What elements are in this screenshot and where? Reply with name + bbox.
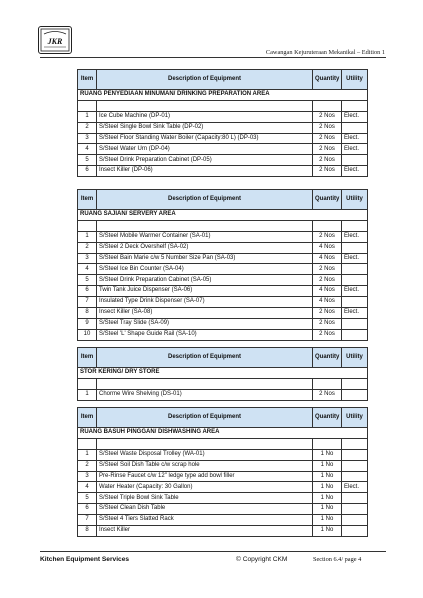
- col-utility-header: Utility: [342, 348, 368, 368]
- equipment-description: S/Steel Triple Bowl Sink Table: [97, 493, 313, 504]
- section-title-row: [78, 368, 368, 379]
- equipment-utility: [342, 297, 368, 308]
- section-title-row: [78, 428, 368, 439]
- equipment-utility: [342, 471, 368, 482]
- equipment-utility: [342, 493, 368, 504]
- item-number: 2: [78, 122, 97, 133]
- equipment-description: S/Steel Floor Standing Water Boiler (Capacity:80 L) (DP-03): [97, 133, 313, 144]
- equipment-description: S/Steel Water Urn (DP-04): [97, 144, 313, 155]
- equipment-quantity: 4 Nos: [313, 253, 342, 264]
- item-number: 1: [78, 111, 97, 122]
- item-number: 1: [78, 231, 97, 242]
- equipment-utility: Elect.: [342, 166, 368, 177]
- equipment-quantity: 2 Nos: [313, 389, 342, 400]
- table-row: [78, 286, 368, 297]
- equipment-utility: Elect.: [342, 482, 368, 493]
- section-title: RUANG SAJIAN/ SERVERY AREA: [78, 210, 368, 221]
- equipment-utility: [342, 318, 368, 329]
- table-row: [78, 318, 368, 329]
- table-row: [78, 389, 368, 400]
- col-quantity-header: Quantity: [313, 70, 342, 90]
- spacer-row: [78, 378, 368, 389]
- logo-lettering: JKR: [47, 37, 63, 46]
- equipment-quantity: 2 Nos: [313, 264, 342, 275]
- equipment-quantity: 2 Nos: [313, 144, 342, 155]
- table-row: [78, 449, 368, 460]
- header-divider: [40, 57, 386, 58]
- item-number: 5: [78, 155, 97, 166]
- item-number: 8: [78, 526, 97, 537]
- item-number: 5: [78, 275, 97, 286]
- table-row: [78, 231, 368, 242]
- item-number: 2: [78, 242, 97, 253]
- equipment-description: S/Steel Ice Bin Counter (SA-04): [97, 264, 313, 275]
- equipment-quantity: 4 Nos: [313, 242, 342, 253]
- col-utility-header: Utility: [342, 408, 368, 428]
- item-number: 3: [78, 133, 97, 144]
- table-header-row: [78, 190, 368, 210]
- table-row: [78, 253, 368, 264]
- equipment-description: S/Steel Soil Dish Table c/w scrap hole: [97, 460, 313, 471]
- equipment-quantity: 2 Nos: [313, 155, 342, 166]
- equipment-quantity: 2 Nos: [313, 122, 342, 133]
- section-title-row: [78, 210, 368, 221]
- table-row: [78, 504, 368, 515]
- table-header-row: [78, 348, 368, 368]
- table-row: [78, 275, 368, 286]
- equipment-table: [77, 407, 368, 537]
- equipment-utility: [342, 329, 368, 340]
- equipment-utility: [342, 389, 368, 400]
- equipment-utility: [342, 515, 368, 526]
- equipment-utility: [342, 460, 368, 471]
- item-number: 8: [78, 308, 97, 319]
- table-header-row: [78, 408, 368, 428]
- jkr-emblem-icon: [40, 28, 70, 52]
- item-number: 6: [78, 166, 97, 177]
- equipment-description: S/Steel Clean Dish Table: [97, 504, 313, 515]
- equipment-description: S/Steel 'L' Shape Guide Rail (SA-10): [97, 329, 313, 340]
- table-row: [78, 515, 368, 526]
- equipment-quantity: 2 Nos: [313, 133, 342, 144]
- equipment-utility: [342, 155, 368, 166]
- equipment-quantity: 1 No: [313, 471, 342, 482]
- equipment-quantity: 2 Nos: [313, 231, 342, 242]
- equipment-utility: Elect.: [342, 308, 368, 319]
- table-row: [78, 526, 368, 537]
- item-number: 5: [78, 493, 97, 504]
- equipment-description: S/Steel 2 Deck Overshelf (SA-02): [97, 242, 313, 253]
- table-row: [78, 264, 368, 275]
- table-row: [78, 122, 368, 133]
- jkr-logo: [38, 26, 72, 54]
- section-title: RUANG PENYEDIAAN MINUMAN/ DRINKING PREPARATION AREA: [78, 90, 368, 101]
- table-header-row: [78, 70, 368, 90]
- equipment-utility: Elect.: [342, 231, 368, 242]
- col-item-header: Item: [78, 408, 97, 428]
- equipment-quantity: 2 Nos: [313, 329, 342, 340]
- equipment-utility: [342, 504, 368, 515]
- equipment-description: Insect Killer (SA-08): [97, 308, 313, 319]
- item-number: 10: [78, 329, 97, 340]
- equipment-quantity: 1 No: [313, 482, 342, 493]
- equipment-description: S/Steel Tray Slide (SA-09): [97, 318, 313, 329]
- equipment-description: S/Steel Drink Preparation Cabinet (SA-05): [97, 275, 313, 286]
- equipment-description: Insect Killer: [97, 526, 313, 537]
- table-row: [78, 242, 368, 253]
- section-title: RUANG BASUH PINGGAN/ DISHWASHING AREA: [78, 428, 368, 439]
- footer-title: Kitchen Equipment Services: [40, 556, 130, 563]
- equipment-description: Insulated Type Drink Dispenser (SA-07): [97, 297, 313, 308]
- equipment-description: Insect Killer (DP-06): [97, 166, 313, 177]
- spacer-row: [78, 220, 368, 231]
- equipment-utility: [342, 275, 368, 286]
- table-row: [78, 133, 368, 144]
- item-number: 3: [78, 253, 97, 264]
- equipment-quantity: 2 Nos: [313, 166, 342, 177]
- equipment-utility: Elect.: [342, 133, 368, 144]
- section-title-row: [78, 90, 368, 101]
- edition-label: Cawangan Kejuruteraan Mekanikal – Edition 1: [265, 49, 385, 56]
- item-number: 4: [78, 264, 97, 275]
- col-item-header: Item: [78, 70, 97, 90]
- equipment-quantity: 2 Nos: [313, 318, 342, 329]
- equipment-description: Twin Tank Juice Dispenser (SA-06): [97, 286, 313, 297]
- item-number: 6: [78, 504, 97, 515]
- col-description-header: Description of Equipment: [97, 70, 313, 90]
- item-number: 9: [78, 318, 97, 329]
- equipment-utility: Elect.: [342, 253, 368, 264]
- table-row: [78, 482, 368, 493]
- table-row: [78, 329, 368, 340]
- equipment-table: [77, 69, 368, 177]
- footer-divider: [40, 551, 386, 552]
- table-row: [78, 166, 368, 177]
- equipment-table: [77, 347, 368, 401]
- table-row: [78, 144, 368, 155]
- equipment-description: S/Steel Single Bowl Sink Table (DP-02): [97, 122, 313, 133]
- table-row: [78, 155, 368, 166]
- col-utility-header: Utility: [342, 70, 368, 90]
- item-number: 3: [78, 471, 97, 482]
- equipment-description: S/Steel Bain Marie c/w 5 Number Size Pan (SA-03): [97, 253, 313, 264]
- section-title: STOR KERING/ DRY STORE: [78, 368, 368, 379]
- item-number: 1: [78, 389, 97, 400]
- equipment-description: Pre-Rinse Faucet c/w 12" ledge type add bowl filler: [97, 471, 313, 482]
- item-number: 2: [78, 460, 97, 471]
- equipment-description: Ice Cube Machine (DP-01): [97, 111, 313, 122]
- footer-page: Section 6.4/ page 4: [313, 556, 362, 563]
- item-number: 4: [78, 144, 97, 155]
- equipment-quantity: 1 No: [313, 504, 342, 515]
- col-description-header: Description of Equipment: [97, 408, 313, 428]
- table-row: [78, 493, 368, 504]
- equipment-description: Water Heater (Capacity: 30 Gallon): [97, 482, 313, 493]
- equipment-utility: [342, 449, 368, 460]
- equipment-description: S/Steel 4 Tiers Slatted Rack: [97, 515, 313, 526]
- equipment-description: S/Steel Waste Disposal Trolley (WA-01): [97, 449, 313, 460]
- equipment-utility: [342, 264, 368, 275]
- table-row: [78, 111, 368, 122]
- col-quantity-header: Quantity: [313, 408, 342, 428]
- table-row: [78, 297, 368, 308]
- equipment-quantity: 1 No: [313, 460, 342, 471]
- footer-copyright: © Copyright CKM: [236, 556, 288, 563]
- equipment-quantity: 4 Nos: [313, 286, 342, 297]
- equipment-table: [77, 189, 368, 341]
- item-number: 7: [78, 297, 97, 308]
- equipment-quantity: 2 Nos: [313, 275, 342, 286]
- item-number: 4: [78, 482, 97, 493]
- col-description-header: Description of Equipment: [97, 348, 313, 368]
- col-item-header: Item: [78, 190, 97, 210]
- equipment-quantity: 1 No: [313, 449, 342, 460]
- equipment-description: S/Steel Drink Preparation Cabinet (DP-05): [97, 155, 313, 166]
- equipment-utility: Elect.: [342, 144, 368, 155]
- equipment-quantity: 1 No: [313, 526, 342, 537]
- equipment-utility: [342, 122, 368, 133]
- equipment-description: Chorme Wire Shelving (DS-01): [97, 389, 313, 400]
- item-number: 7: [78, 515, 97, 526]
- equipment-description: S/Steel Mobile Warmer Container (SA-01): [97, 231, 313, 242]
- table-row: [78, 460, 368, 471]
- col-item-header: Item: [78, 348, 97, 368]
- equipment-quantity: 2 Nos: [313, 111, 342, 122]
- equipment-utility: Elect.: [342, 286, 368, 297]
- equipment-quantity: 1 No: [313, 493, 342, 504]
- col-utility-header: Utility: [342, 190, 368, 210]
- equipment-quantity: 1 No: [313, 515, 342, 526]
- equipment-quantity: 2 Nos: [313, 308, 342, 319]
- col-quantity-header: Quantity: [313, 348, 342, 368]
- col-description-header: Description of Equipment: [97, 190, 313, 210]
- item-number: 1: [78, 449, 97, 460]
- equipment-quantity: 4 Nos: [313, 297, 342, 308]
- equipment-utility: [342, 242, 368, 253]
- col-quantity-header: Quantity: [313, 190, 342, 210]
- item-number: 6: [78, 286, 97, 297]
- spacer-row: [78, 438, 368, 449]
- equipment-utility: [342, 526, 368, 537]
- table-row: [78, 471, 368, 482]
- equipment-utility: Elect.: [342, 111, 368, 122]
- spacer-row: [78, 100, 368, 111]
- table-row: [78, 308, 368, 319]
